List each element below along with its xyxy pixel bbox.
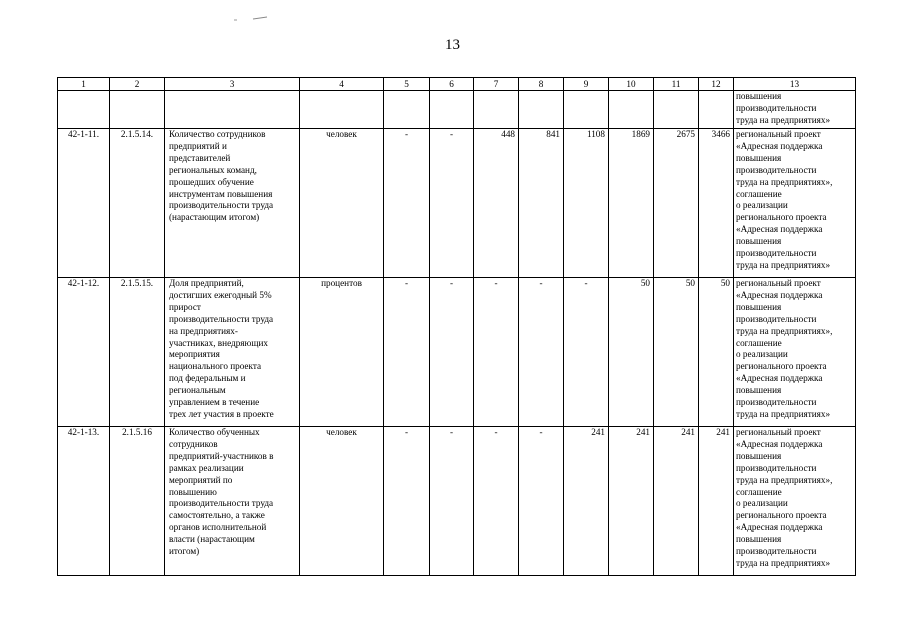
value-cell: 50 <box>654 278 699 427</box>
value-cell: - <box>564 278 609 427</box>
scan-mark <box>233 13 269 23</box>
source-cell: региональный проект «Адресная поддержка повышения производительности труда на предприятиях», соглашение о реализации регионального проекта «Адресная поддержка повышения производительности труда на предприятиях» <box>734 278 856 427</box>
value-cell: - <box>474 427 519 576</box>
value-cell: 50 <box>609 278 654 427</box>
column-header: 3 <box>165 78 300 91</box>
source-cell: повышения производительности труда на предприятиях» <box>734 91 856 129</box>
value-cell: - <box>519 427 564 576</box>
header-row <box>58 78 856 91</box>
value-cell: 241 <box>654 427 699 576</box>
value-cell: 448 <box>474 129 519 278</box>
value-cell: 1108 <box>564 129 609 278</box>
row-number: 42-1-11. <box>58 129 110 278</box>
column-header: 2 <box>110 78 165 91</box>
table-row <box>58 129 856 278</box>
value-cell: 2675 <box>654 129 699 278</box>
unit-cell: человек <box>300 427 384 576</box>
value-cell: - <box>384 278 430 427</box>
value-cell: - <box>384 129 430 278</box>
value-cell: - <box>474 278 519 427</box>
indicator-name: Доля предприятий, достигших ежегодный 5% прирост производительности труда на предприятиях- участниках, внедряющих мероприятия национального проекта под федеральным и региональным управлением в течение трех лет участия в проекте <box>165 278 300 427</box>
column-header: 4 <box>300 78 384 91</box>
value-cell: - <box>384 427 430 576</box>
unit-cell: процентов <box>300 278 384 427</box>
page-number: 13 <box>445 37 460 53</box>
column-header: 10 <box>609 78 654 91</box>
continuation-row <box>58 91 856 129</box>
table-row <box>58 278 856 427</box>
value-cell: - <box>430 129 474 278</box>
column-header: 6 <box>430 78 474 91</box>
column-header: 1 <box>58 78 110 91</box>
indicator-name: Количество обученных сотрудников предприятий-участников в рамках реализации мероприятий по повышению производительности труда самостоятельно, а также органов исполнительной власти (нарастающим итогом) <box>165 427 300 576</box>
value-cell: - <box>430 427 474 576</box>
value-cell: 50 <box>699 278 734 427</box>
column-header: 9 <box>564 78 609 91</box>
value-cell: 3466 <box>699 129 734 278</box>
source-cell: региональный проект «Адресная поддержка повышения производительности труда на предприятиях», соглашение о реализации регионального проекта «Адресная поддержка повышения производительности труда на предприятиях» <box>734 427 856 576</box>
value-cell: - <box>519 278 564 427</box>
value-cell: 241 <box>564 427 609 576</box>
column-header: 11 <box>654 78 699 91</box>
column-header: 13 <box>734 78 856 91</box>
unit-cell: человек <box>300 129 384 278</box>
value-cell: 841 <box>519 129 564 278</box>
value-cell: - <box>430 278 474 427</box>
indicator-code: 2.1.5.14. <box>110 129 165 278</box>
source-cell: региональный проект «Адресная поддержка повышения производительности труда на предприятиях», соглашение о реализации регионального проекта «Адресная поддержка повышения производительности труда на предприятиях» <box>734 129 856 278</box>
indicator-name: Количество сотрудников предприятий и представителей региональных команд, прошедших обучение инструментам повышения производительности труда (нарастающим итогом) <box>165 129 300 278</box>
table-row <box>58 427 856 576</box>
row-number: 42-1-13. <box>58 427 110 576</box>
indicator-code: 2.1.5.16 <box>110 427 165 576</box>
column-header: 5 <box>384 78 430 91</box>
indicator-code: 2.1.5.15. <box>110 278 165 427</box>
column-header: 7 <box>474 78 519 91</box>
value-cell: 1869 <box>609 129 654 278</box>
column-header: 8 <box>519 78 564 91</box>
column-header: 12 <box>699 78 734 91</box>
data-table <box>57 77 856 576</box>
value-cell: 241 <box>609 427 654 576</box>
row-number: 42-1-12. <box>58 278 110 427</box>
value-cell: 241 <box>699 427 734 576</box>
